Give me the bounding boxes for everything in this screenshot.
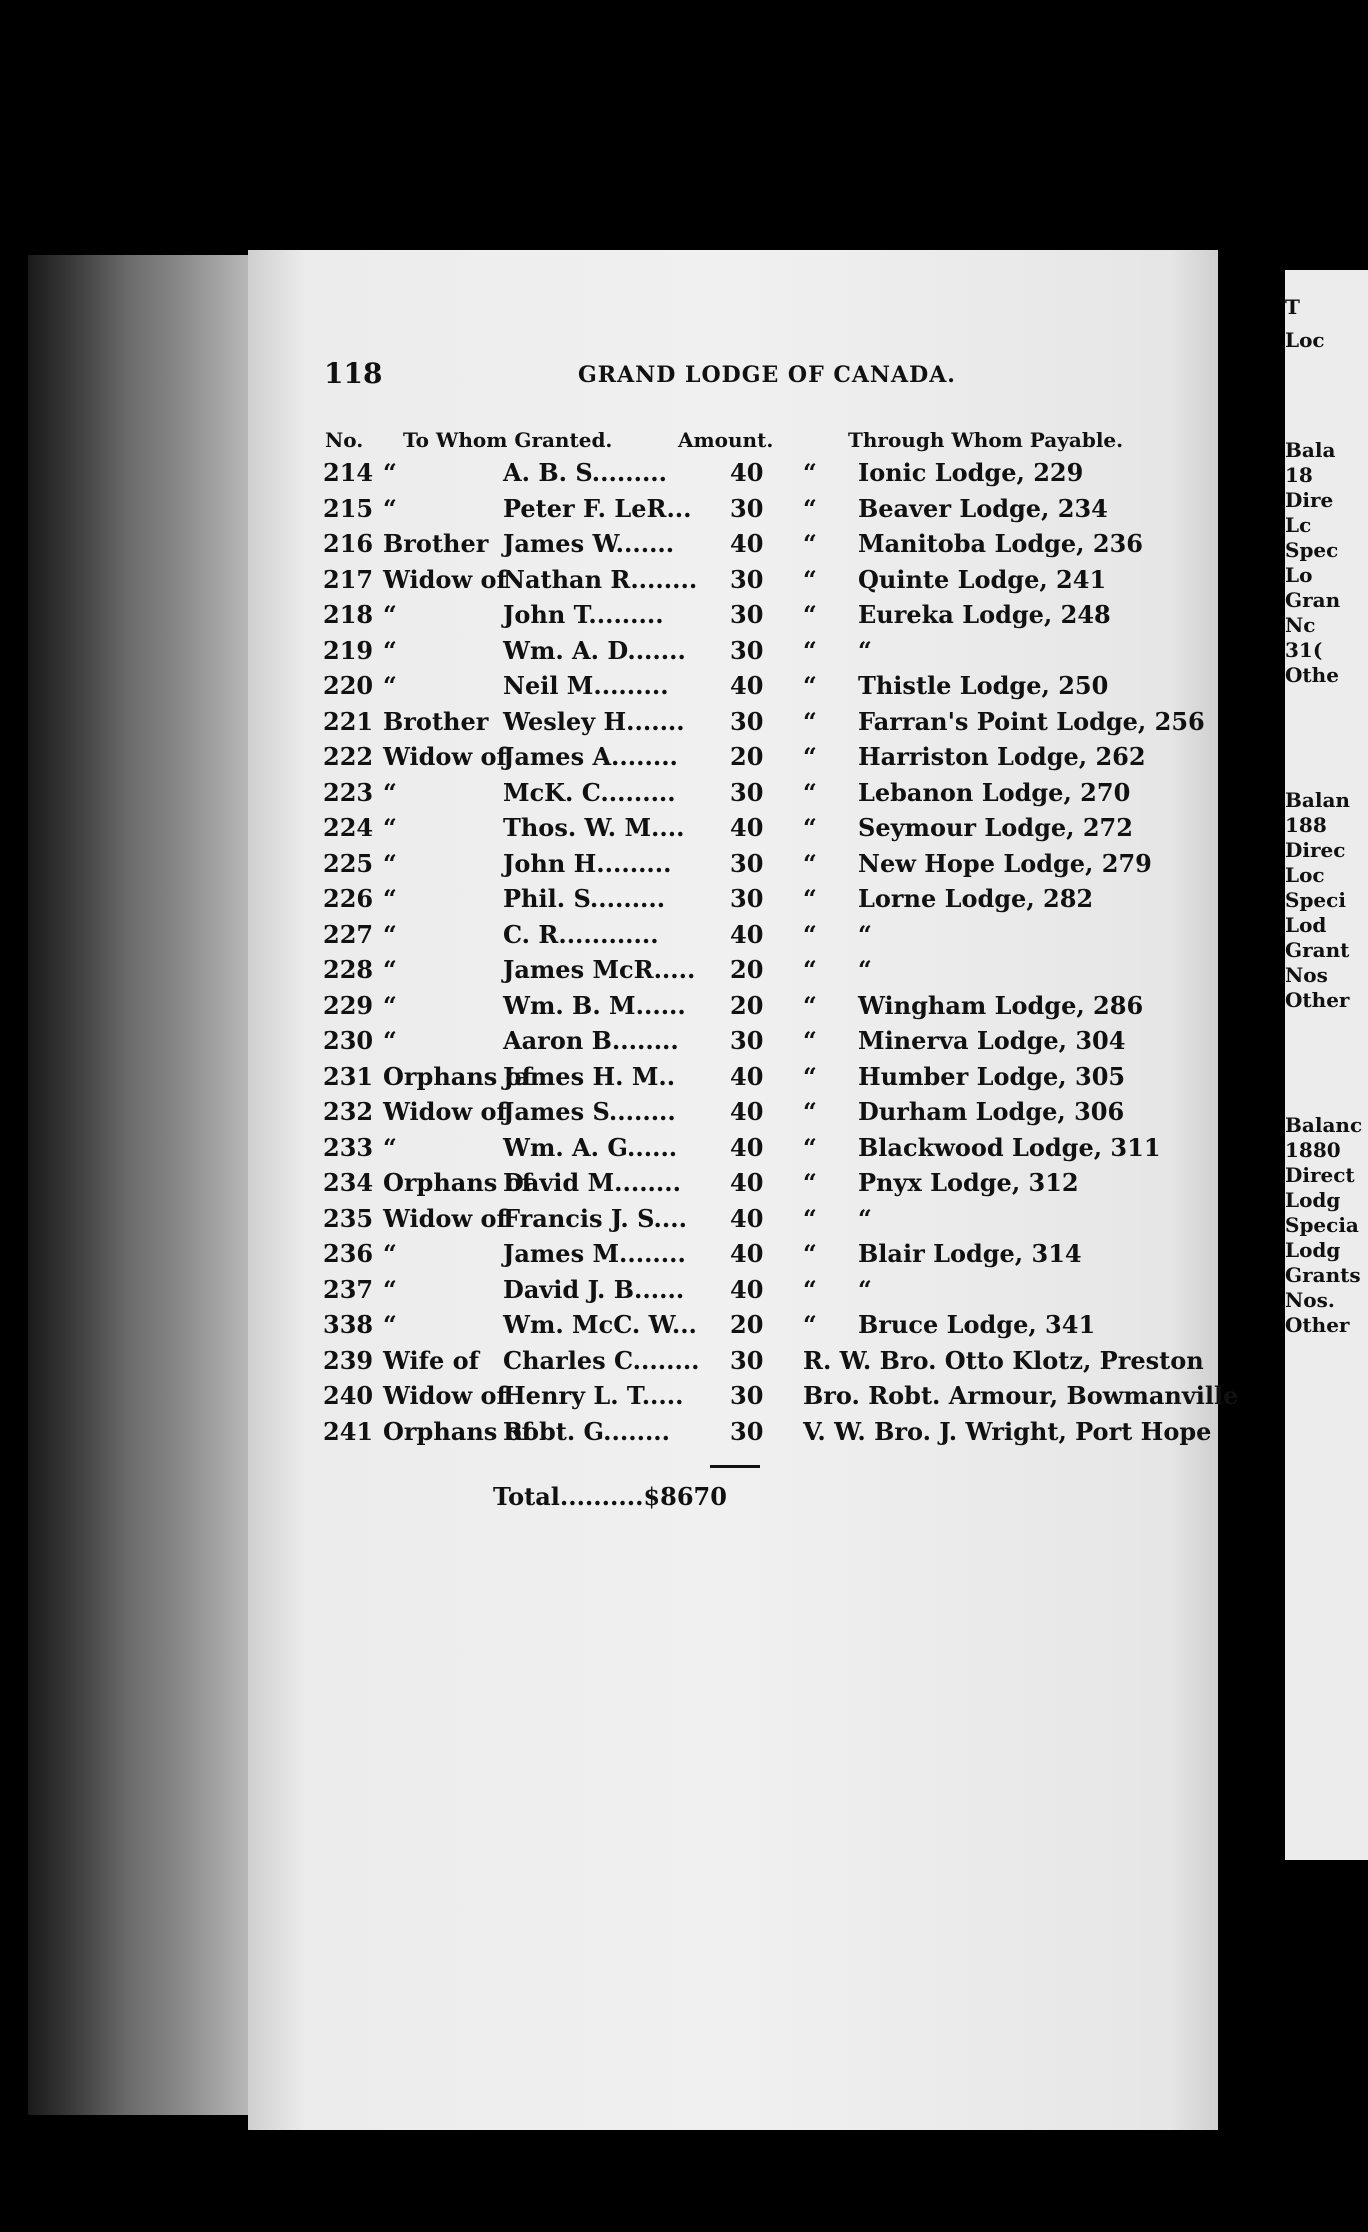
row-payable-through: Lebanon Lodge, 270 [858, 777, 1131, 807]
row-ditto-mark: “ [803, 777, 817, 807]
row-number: 215 [323, 493, 374, 523]
facing-page-fragment: Nos. [1285, 1288, 1335, 1312]
page-header: GRAND LODGE OF CANADA. [578, 362, 956, 388]
table-row [248, 671, 1218, 706]
table-row [248, 1310, 1218, 1345]
facing-page-edge [1285, 270, 1368, 1860]
facing-page-fragment: Specia [1285, 1213, 1359, 1237]
page-number: 118 [324, 357, 383, 390]
facing-page-fragment: 1880 [1285, 1138, 1341, 1162]
row-number: 217 [323, 564, 374, 594]
row-relation: Orphans of [383, 1061, 532, 1091]
col-header-no: No. [325, 428, 364, 452]
row-recipient: Wm. A. G...... [503, 1132, 678, 1162]
row-payable-through: “ [858, 1274, 872, 1304]
row-number: 223 [323, 777, 374, 807]
row-number: 232 [323, 1097, 374, 1126]
row-recipient: James A........ [503, 742, 678, 771]
row-amount: 20 [730, 1310, 764, 1339]
row-amount: 40 [730, 1239, 764, 1268]
facing-page-fragment: Bala [1285, 438, 1336, 462]
row-payable-through: Minerva Lodge, 304 [858, 1026, 1126, 1055]
facing-page-fragment: Gran [1285, 588, 1341, 612]
row-payable-through: Blackwood Lodge, 311 [858, 1132, 1161, 1162]
row-number: 214 [323, 458, 374, 487]
row-amount: 40 [730, 1168, 764, 1197]
table-row [248, 1275, 1218, 1310]
row-amount: 40 [730, 813, 764, 842]
facing-page-fragment: Nc [1285, 613, 1316, 637]
table-row [248, 1097, 1218, 1132]
row-number: 218 [323, 600, 374, 629]
row-amount: 30 [730, 635, 764, 665]
col-header-amount: Amount. [678, 428, 774, 452]
row-payable-through: Harriston Lodge, 262 [858, 742, 1146, 771]
row-ditto-mark: “ [803, 493, 817, 523]
facing-page-fragment: Lc [1285, 513, 1312, 537]
row-payable-through: Bruce Lodge, 341 [858, 1310, 1096, 1339]
table-row [248, 1026, 1218, 1061]
facing-page-fragment: Nos [1285, 963, 1328, 987]
row-relation: “ [383, 990, 397, 1020]
row-ditto-mark: “ [803, 600, 817, 629]
table-row [248, 742, 1218, 777]
row-ditto-mark: “ [803, 564, 817, 594]
table-row [248, 1381, 1239, 1416]
row-relation: “ [383, 919, 397, 949]
facing-page-fragment: Othe [1285, 663, 1339, 687]
row-payable-through: Pnyx Lodge, 312 [858, 1168, 1079, 1197]
row-amount: 30 [730, 884, 764, 913]
row-relation: “ [383, 813, 397, 842]
row-payable-through: Ionic Lodge, 229 [858, 458, 1084, 487]
row-payable-through: Quinte Lodge, 241 [858, 564, 1107, 594]
row-amount: 20 [730, 742, 764, 771]
row-recipient: James H. M.. [503, 1061, 676, 1091]
row-ditto-mark: “ [803, 1061, 817, 1091]
table-row [248, 707, 1218, 742]
row-number: 221 [323, 706, 374, 736]
row-number: 235 [323, 1203, 374, 1233]
row-payable-through: Thistle Lodge, 250 [858, 671, 1109, 700]
facing-page-fragment: Loc [1285, 863, 1325, 887]
table-row [248, 636, 1218, 671]
row-ditto-mark: “ [803, 919, 817, 949]
row-number: 224 [323, 813, 374, 842]
row-payable-through: Humber Lodge, 305 [858, 1061, 1126, 1091]
row-ditto-mark: “ [803, 1132, 817, 1162]
row-ditto-mark: “ [803, 1239, 817, 1268]
row-amount: 30 [730, 600, 764, 629]
table-row [248, 1346, 1218, 1381]
row-payable-through: “ [858, 919, 872, 949]
facing-page-fragment: 31( [1285, 638, 1323, 662]
row-relation: “ [383, 600, 397, 629]
row-payable-through: Seymour Lodge, 272 [858, 813, 1133, 842]
row-recipient: Wm. A. D....... [503, 635, 686, 665]
row-payable-through: Bro. Robt. Armour, Bowmanville [803, 1381, 1239, 1410]
row-relation: Widow of [383, 564, 507, 594]
row-relation: “ [383, 884, 397, 913]
row-payable-through: Farran's Point Lodge, 256 [858, 706, 1205, 736]
row-recipient: James W....... [503, 529, 675, 558]
row-relation: “ [383, 493, 397, 523]
facing-page-fragment: Dire [1285, 488, 1334, 512]
table-row [248, 955, 1218, 990]
facing-page-fragment: Spec [1285, 538, 1339, 562]
table-row [248, 1417, 1218, 1452]
row-recipient: David J. B...... [503, 1274, 685, 1304]
table-row [248, 884, 1218, 919]
row-amount: 40 [730, 529, 764, 558]
row-payable-through: Manitoba Lodge, 236 [858, 529, 1143, 558]
row-number: 216 [323, 529, 374, 558]
row-payable-through: Blair Lodge, 314 [858, 1239, 1082, 1268]
row-ditto-mark: “ [803, 671, 817, 700]
table-row [248, 991, 1218, 1026]
row-recipient: McK. C......... [503, 777, 676, 807]
row-number: 227 [323, 919, 374, 949]
table-row [248, 565, 1218, 600]
row-number: 226 [323, 884, 374, 913]
row-relation: Widow of [383, 1203, 507, 1233]
row-relation: “ [383, 1274, 397, 1304]
row-ditto-mark: “ [803, 848, 817, 878]
table-row [248, 529, 1218, 564]
facing-page-fragment: Lo [1285, 563, 1313, 587]
row-number: 240 [323, 1381, 374, 1410]
table-row [248, 1239, 1218, 1274]
row-payable-through: “ [858, 635, 872, 665]
facing-page-fragment: Lodg [1285, 1188, 1341, 1212]
row-relation: “ [383, 1132, 397, 1162]
row-recipient: Robt. G........ [503, 1416, 671, 1446]
row-relation: “ [383, 777, 397, 807]
row-ditto-mark: “ [803, 1274, 817, 1304]
table-row [248, 920, 1218, 955]
row-recipient: Peter F. LeR... [503, 493, 692, 523]
facing-page-fragment: Lod [1285, 913, 1327, 937]
table-row [248, 458, 1218, 493]
facing-page-fragment: Direc [1285, 838, 1346, 862]
facing-page-fragment: Lodg [1285, 1238, 1341, 1262]
table-row [248, 600, 1218, 635]
facing-page-fragment: Loc [1285, 328, 1325, 352]
facing-page-fragment: Balan [1285, 788, 1350, 812]
row-ditto-mark: “ [803, 1097, 817, 1126]
row-payable-through: Eureka Lodge, 248 [858, 600, 1111, 629]
row-ditto-mark: “ [803, 813, 817, 842]
row-recipient: James M........ [503, 1239, 686, 1268]
row-number: 231 [323, 1061, 374, 1091]
row-amount: 30 [730, 1026, 764, 1055]
table-row [248, 1168, 1218, 1203]
row-recipient: John H......... [503, 848, 672, 878]
col-header-through: Through Whom Payable. [848, 428, 1124, 452]
row-recipient: Phil. S......... [503, 884, 666, 913]
row-recipient: John T......... [503, 600, 664, 629]
table-row [248, 494, 1218, 529]
total-line [493, 1482, 727, 1511]
row-ditto-mark: “ [803, 1168, 817, 1197]
row-relation: “ [383, 1310, 397, 1339]
row-ditto-mark: “ [803, 1203, 817, 1233]
row-relation: “ [383, 458, 397, 487]
row-amount: 20 [730, 955, 764, 984]
book-page [248, 250, 1239, 2130]
row-recipient: Henry L. T..... [503, 1381, 684, 1410]
row-amount: 40 [730, 458, 764, 487]
facing-page-fragment: Grants [1285, 1263, 1361, 1287]
row-number: 233 [323, 1132, 374, 1162]
row-number: 220 [323, 671, 374, 700]
row-recipient: Wesley H....... [503, 706, 685, 736]
row-relation: Wife of [383, 1345, 479, 1375]
row-payable-through: V. W. Bro. J. Wright, Port Hope [803, 1416, 1212, 1446]
row-amount: 30 [730, 1381, 764, 1410]
row-relation: Widow of [383, 742, 507, 771]
row-number: 234 [323, 1168, 374, 1197]
facing-page-fragment: Speci [1285, 888, 1346, 912]
row-number: 237 [323, 1274, 374, 1304]
total-label: Total.......... [493, 1482, 644, 1511]
row-payable-through: Beaver Lodge, 234 [858, 493, 1108, 523]
row-amount: 40 [730, 671, 764, 700]
book-spine-shadow [28, 255, 248, 2115]
row-ditto-mark: “ [803, 742, 817, 771]
row-recipient: A. B. S......... [503, 458, 668, 487]
total-value: $8670 [643, 1482, 727, 1511]
row-payable-through: “ [858, 1203, 872, 1233]
row-number: 230 [323, 1026, 374, 1055]
row-relation: Orphans of [383, 1168, 532, 1197]
row-recipient: Wm. McC. W... [503, 1310, 697, 1339]
row-payable-through: Wingham Lodge, 286 [858, 990, 1144, 1020]
row-amount: 20 [730, 990, 764, 1020]
row-ditto-mark: “ [803, 884, 817, 913]
row-payable-through: New Hope Lodge, 279 [858, 848, 1152, 878]
row-payable-through: Lorne Lodge, 282 [858, 884, 1094, 913]
row-ditto-mark: “ [803, 706, 817, 736]
row-amount: 40 [730, 1274, 764, 1304]
row-amount: 40 [730, 1203, 764, 1233]
facing-page-fragment: 18 [1285, 463, 1313, 487]
table-row [248, 1204, 1218, 1239]
row-amount: 30 [730, 1416, 764, 1446]
row-number: 236 [323, 1239, 374, 1268]
facing-page-fragment: Balanc [1285, 1113, 1363, 1137]
facing-page-fragment: Grant [1285, 938, 1350, 962]
row-ditto-mark: “ [803, 990, 817, 1020]
row-ditto-mark: “ [803, 529, 817, 558]
row-recipient: David M........ [503, 1168, 681, 1197]
row-amount: 40 [730, 1061, 764, 1091]
row-relation: “ [383, 635, 397, 665]
row-relation: “ [383, 671, 397, 700]
row-amount: 30 [730, 848, 764, 878]
row-number: 228 [323, 955, 374, 984]
row-recipient: Aaron B........ [503, 1026, 679, 1055]
row-number: 338 [323, 1310, 374, 1339]
row-relation: Brother [383, 706, 489, 736]
row-amount: 30 [730, 1345, 764, 1375]
table-row [248, 1062, 1218, 1097]
row-number: 222 [323, 742, 374, 771]
row-ditto-mark: “ [803, 955, 817, 984]
row-number: 229 [323, 990, 374, 1020]
row-payable-through: R. W. Bro. Otto Klotz, Preston [803, 1345, 1204, 1375]
row-amount: 30 [730, 706, 764, 736]
row-ditto-mark: “ [803, 635, 817, 665]
row-recipient: James McR..... [503, 955, 696, 984]
row-ditto-mark: “ [803, 1310, 817, 1339]
row-recipient: Neil M......... [503, 671, 669, 700]
row-relation: Widow of [383, 1097, 507, 1126]
row-recipient: Francis J. S.... [503, 1203, 687, 1233]
table-row [248, 813, 1218, 848]
row-ditto-mark: “ [803, 458, 817, 487]
col-header-to-whom: To Whom Granted. [403, 428, 613, 452]
facing-page-fragment: 188 [1285, 813, 1327, 837]
row-number: 239 [323, 1345, 374, 1375]
row-relation: “ [383, 955, 397, 984]
row-amount: 30 [730, 564, 764, 594]
row-payable-through: “ [858, 955, 872, 984]
row-ditto-mark: “ [803, 1026, 817, 1055]
row-relation: Brother [383, 529, 489, 558]
row-number: 241 [323, 1416, 374, 1446]
row-amount: 40 [730, 1132, 764, 1162]
row-relation: “ [383, 1026, 397, 1055]
total-rule [710, 1465, 760, 1468]
row-payable-through: Durham Lodge, 306 [858, 1097, 1125, 1126]
row-recipient: C. R............ [503, 919, 659, 949]
facing-page-fragment: T [1285, 295, 1300, 319]
row-relation: “ [383, 848, 397, 878]
row-recipient: Wm. B. M...... [503, 990, 686, 1020]
row-number: 225 [323, 848, 374, 878]
table-row [248, 849, 1218, 884]
row-number: 219 [323, 635, 374, 665]
row-recipient: Charles C........ [503, 1345, 700, 1375]
row-amount: 40 [730, 919, 764, 949]
facing-page-fragment: Other [1285, 1313, 1350, 1337]
row-recipient: Thos. W. M.... [503, 813, 685, 842]
row-recipient: James S........ [503, 1097, 676, 1126]
facing-page-fragment: Other [1285, 988, 1350, 1012]
row-amount: 30 [730, 493, 764, 523]
row-amount: 40 [730, 1097, 764, 1126]
row-relation: “ [383, 1239, 397, 1268]
row-relation: Orphans of [383, 1416, 532, 1446]
row-recipient: Nathan R........ [503, 564, 698, 594]
row-relation: Widow of [383, 1381, 507, 1410]
table-row [248, 1133, 1218, 1168]
facing-page-fragment: Direct [1285, 1163, 1355, 1187]
row-amount: 30 [730, 777, 764, 807]
table-row [248, 778, 1218, 813]
